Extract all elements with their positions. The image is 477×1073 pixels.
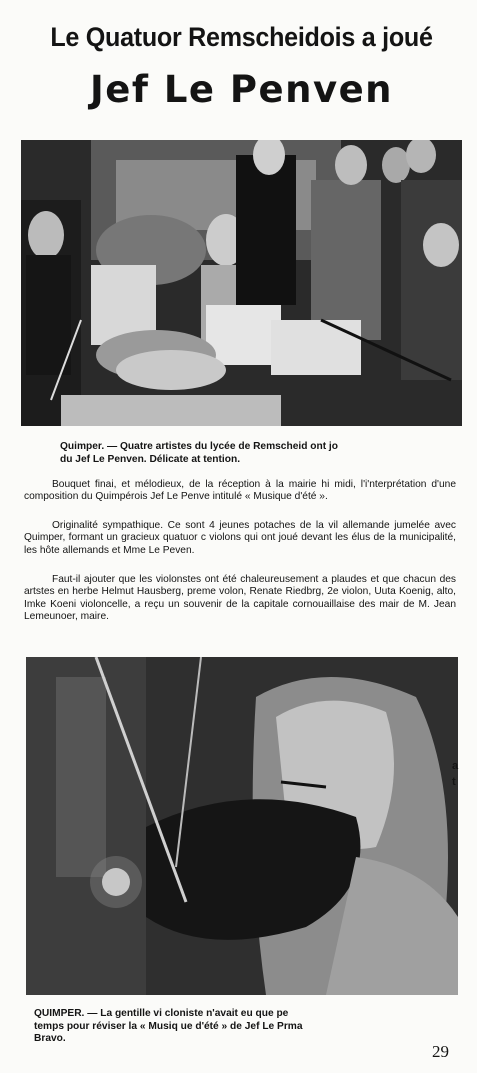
photo2-caption-line: Bravo. — [34, 1033, 66, 1044]
photo2-caption — [34, 1008, 459, 1046]
article-paragraph: Bouquet finai, et mélodieux, de la réception à la mairie hi midi, l'i'nterprétation d'une composition du Quimpérois Jef Le Penve intitulé « Musique d'été ». — [24, 479, 456, 503]
article-paragraph: Originalité sympathique. Ce sont 4 jeunes potaches de la vil allemande jumelée avec Quimper, formant un gracieux quatuor c violons qui ont joué devant les élus de la municipalité, les hôte allemands et Mme Le Peven. — [24, 520, 456, 556]
photo1-caption-line: du Jef Le Penven. Délicate at tention. — [60, 453, 241, 465]
photo2-caption-line: QUIMPER. — La gentille vi cloniste n'avait eu que pe — [34, 1008, 289, 1019]
quartet-photo — [21, 140, 462, 426]
article-paragraph: Faut-il ajouter que les violonstes ont été chaleureusement a plaudes et que chacun des artstes en herbe Helmut Hausberg, preme volon, Renate Riedbrg, 2e violon, Uuta Koenig, alto, Imke Koeni violoncelle, a reçu un souvenir de la capitale cornouaillaise des mair de M. Jean Lemeunoer, maire. — [24, 574, 456, 622]
page-number: 29 — [432, 1042, 449, 1061]
violinist-photo — [26, 657, 458, 995]
photo1-caption-line: Quimper. — Quatre artistes du lycée de Remscheid ont jo — [60, 441, 338, 452]
margin-mark: a — [452, 760, 459, 772]
headline: Le Quatuor Remscheidois a joué — [50, 22, 433, 52]
subhead: Jef Le Penven — [90, 68, 393, 111]
photo2-caption-line: temps pour réviser la « Musiq ue d'été » de Jef Le Prma — [34, 1020, 303, 1032]
margin-mark: t — [452, 776, 456, 788]
photo1-caption — [60, 441, 455, 466]
